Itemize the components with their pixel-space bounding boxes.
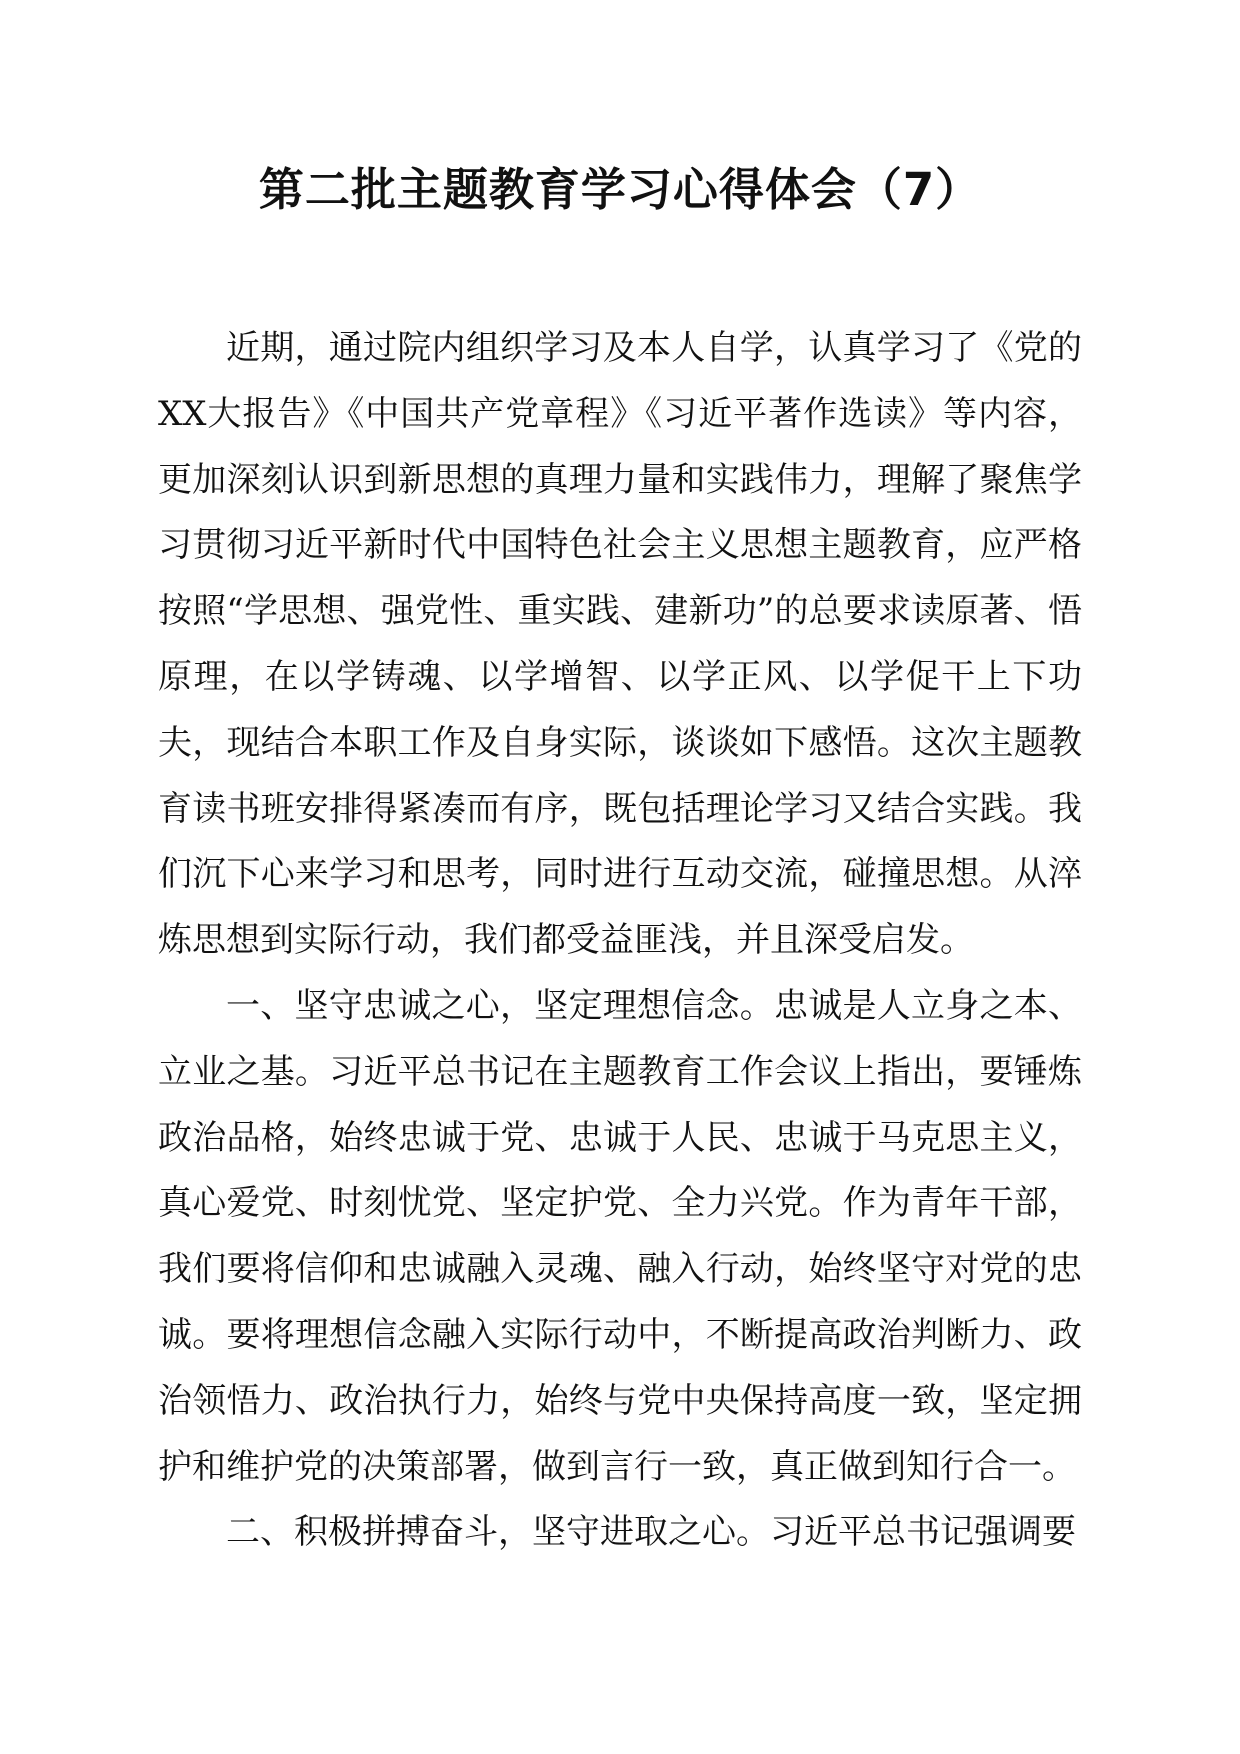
document-body bbox=[158, 316, 1082, 1566]
paragraph-section-1: 一、坚守忠诚之心，坚定理想信念。忠诚是人立身之本、立业之基。习近平总书记在主题教育工作会议上指出，要锤炼政治品格，始终忠诚于党、忠诚于人民、忠诚于马克思主义，真心爱党、时刻忧党、坚定护党、全力兴党。作为青年干部，我们要将信仰和忠诚融入灵魂、融入行动，始终坚守对党的忠诚。要将理想信念融入实际行动中，不断提高政治判断力、政治领悟力、政治执行力，始终与党中央保持高度一致，坚定拥护和维护党的决策部署，做到言行一致，真正做到知行合一。 bbox=[158, 985, 1082, 1487]
document-title: 第二批主题教育学习心得体会（7） bbox=[258, 163, 982, 216]
paragraph-intro: 近期，通过院内组织学习及本人自学，认真学习了《党的XX大报告》《中国共产党章程》《习近平著作选读》等内容，更加深刻认识到新思想的真理力量和实践伟力，理解了聚焦学习贯彻习近平新时代中国特色社会主义思想主题教育，应严格按照“学思想、强党性、重实践、建新功”的总要求读原著、悟原理，在以学铸魂、以学增智、以学正风、以学促干上下功夫，现结合本职工作及自身实际，谈谈如下感悟。这次主题教育读书班安排得紧凑而有序，既包括理论学习又结合实践。我们沉下心来学习和思考，同时进行互动交流，碰撞思想。从淬炼思想到实际行动，我们都受益匪浅，并且深受启发。 bbox=[158, 328, 1082, 961]
paragraph-section-2: 二、积极拼搏奋斗，坚守进取之心。习近平总书记强调要 bbox=[226, 1512, 1076, 1553]
